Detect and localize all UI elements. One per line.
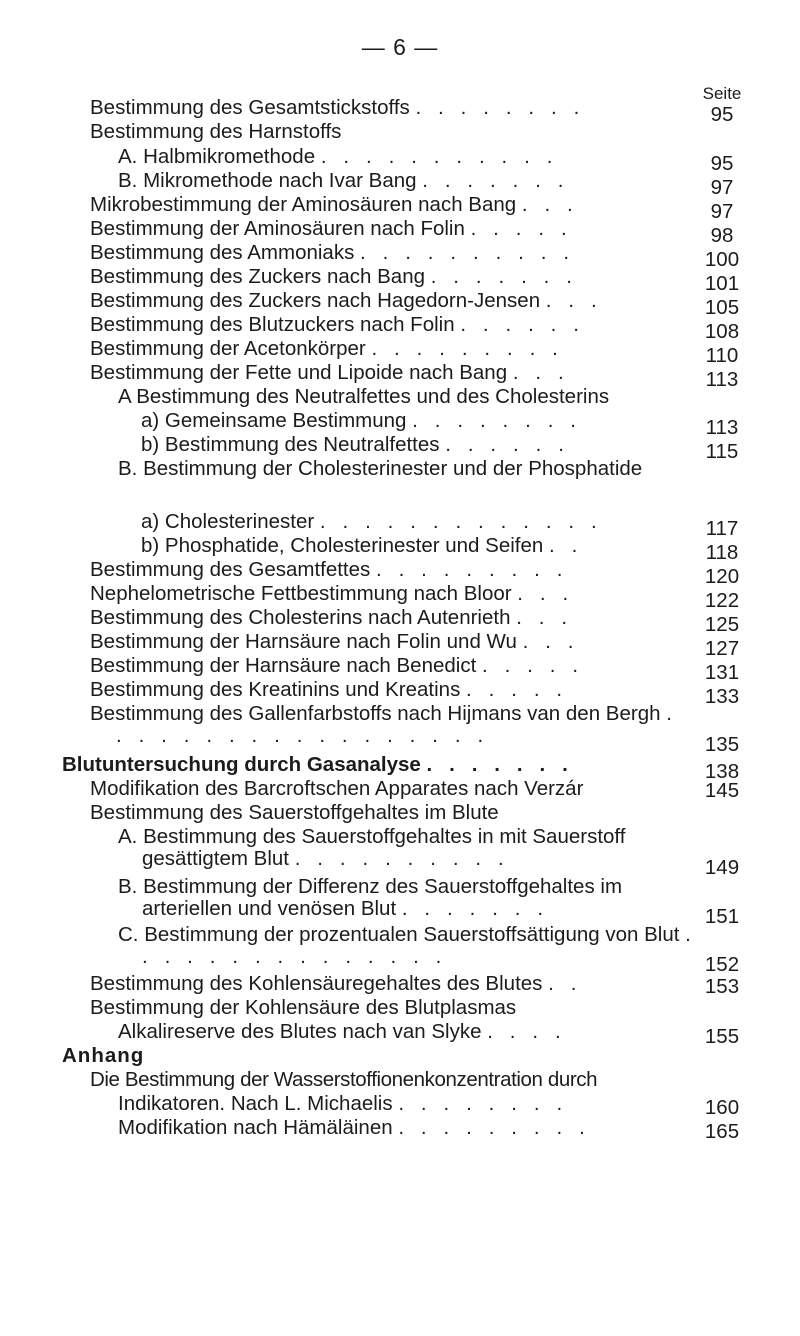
toc-entry-title: Bestimmung des Kohlensäuregehaltes des Blutes (90, 972, 543, 995)
toc-entry-page: 151 (704, 905, 740, 928)
toc-entry (90, 679, 568, 701)
toc-entry (118, 1117, 590, 1139)
toc-entry-leader: . . (548, 972, 583, 995)
toc-entry-leader: . . . (516, 606, 573, 629)
toc-entry-title: B. Bestimmung der Differenz des Sauerstoffgehaltes im arteriellen und venösen Blut (118, 875, 623, 920)
toc-entry-page: 95 (710, 152, 734, 175)
toc-entry (118, 458, 722, 480)
toc-entry-leader: . . . . . . . . . (398, 1116, 591, 1139)
toc-entry-leader: . . . . . . (460, 313, 585, 336)
toc-entry-page: 105 (704, 296, 740, 319)
toc-entry-title: Nephelometrische Fettbestimmung nach Bloor (90, 582, 512, 605)
toc-entry-page: 97 (710, 200, 734, 223)
toc-entry-title: a) Gemeinsame Bestimmung (141, 409, 407, 432)
toc-entry-page: 122 (704, 589, 740, 612)
toc-entry-title: Bestimmung des Blutzuckers nach Folin (90, 313, 455, 336)
toc-entry-page: 98 (710, 224, 734, 247)
toc-entry (90, 314, 585, 336)
toc-entry-title: B. Mikromethode nach Ivar Bang (118, 169, 417, 192)
toc-entry-title: Bestimmung des Gesamtstickstoffs (90, 96, 410, 119)
toc-entry (90, 218, 572, 240)
toc-entry-leader: . . (549, 534, 583, 557)
toc-entry-page: 118 (705, 541, 739, 564)
toc-entry (118, 924, 702, 968)
toc-entry (141, 434, 570, 456)
toc-entry-title: Bestimmung des Gallenfarbstoffs nach Hijmans van den Bergh (90, 702, 661, 725)
toc-entry-leader: . . . . . (482, 654, 584, 677)
toc-entry-leader: . . . . . . . . . . . . . (319, 510, 603, 533)
toc-entry-page: 152 (704, 953, 740, 976)
toc-entry-title: Indikatoren. Nach L. Michaelis (118, 1092, 393, 1115)
toc-entry-leader: . . . (522, 630, 580, 653)
toc-entry (118, 876, 697, 920)
toc-entry (90, 97, 585, 119)
toc-entry-leader: . . . . . . . . . . . . . . . (142, 923, 697, 968)
toc-entry (90, 1069, 597, 1091)
toc-entry (90, 973, 582, 995)
toc-entry-page: 131 (704, 661, 740, 684)
toc-entry-title: C. Bestimmung der prozentualen Sauerstoffsättigung von Blut (118, 923, 680, 946)
toc-entry-page: 113 (705, 368, 739, 391)
toc-entry-leader: . . . . . . . (401, 897, 549, 920)
toc-entry-page: 165 (704, 1120, 740, 1143)
toc-entry (90, 121, 341, 143)
toc-entry-page: 108 (704, 320, 740, 343)
toc-entry-leader: . . . . . . . (426, 753, 574, 776)
toc-entry-title: Blutuntersuchung durch Gasanalyse (62, 753, 421, 776)
toc-entry-page: 145 (704, 779, 740, 802)
toc-entry (90, 778, 583, 800)
toc-entry-title: A. Halbmikromethode (118, 145, 316, 168)
column-header-seite: Seite (702, 84, 742, 103)
toc-entry-leader: . . . . . . . . (415, 96, 585, 119)
toc-entry (118, 386, 609, 408)
toc-entry (90, 802, 499, 824)
toc-entry-page: 113 (705, 416, 739, 439)
toc-entry-page: 153 (704, 975, 740, 998)
toc-entry-page: 138 (704, 760, 740, 783)
page-number: — 6 — (361, 34, 439, 60)
toc-entry-title: Anhang (62, 1044, 145, 1067)
toc-entry (118, 1021, 566, 1043)
toc-entry-page: 115 (705, 440, 739, 463)
toc-entry-leader: . . . . . . . . . . (294, 847, 510, 870)
toc-entry (90, 242, 575, 264)
toc-entry-title: B. Bestimmung der Cholesterinester und der Phosphatide (118, 457, 643, 480)
toc-entry-page: 101 (704, 272, 740, 295)
toc-entry-leader: . . . . . (466, 678, 568, 701)
toc-entry (118, 170, 569, 192)
toc-entry-leader: . . . . . . . . (412, 409, 582, 432)
toc-entry-page: 155 (704, 1025, 740, 1048)
toc-entry (90, 655, 584, 677)
toc-entry-title: Alkalireserve des Blutes nach van Slyke (118, 1020, 482, 1043)
toc-entry (90, 997, 516, 1019)
toc-entry-page: 97 (710, 176, 734, 199)
toc-entry-title: Bestimmung des Zuckers nach Bang (90, 265, 425, 288)
toc-entry-leader: . . . (512, 361, 570, 384)
toc-entry-title: Mikrobestimmung der Aminosäuren nach Bang (90, 193, 517, 216)
toc-entry-leader: . . . . . . . (422, 169, 570, 192)
toc-entry-page: 125 (704, 613, 740, 636)
toc-entry-title: Bestimmung der Harnsäure nach Folin und Wu (90, 630, 517, 653)
toc-entry-title: Die Bestimmung der Wasserstoffionenkonzentration durch (90, 1068, 598, 1091)
toc-entry-title: Bestimmung des Kreatinins und Kreatins (90, 678, 461, 701)
toc-entry (90, 703, 686, 747)
toc-entry-page: 110 (705, 344, 739, 367)
toc-entry-title: Modifikation des Barcroftschen Apparates nach Verzár (90, 777, 584, 800)
toc-entry-page: 149 (704, 856, 740, 879)
toc-section-heading (62, 754, 573, 776)
toc-entry-leader: . . . . . . (445, 433, 570, 456)
toc-entry-page: 133 (704, 685, 740, 708)
toc-entry-page: 120 (704, 565, 740, 588)
toc-entry-title: Bestimmung der Fette und Lipoide nach Bang (90, 361, 508, 384)
toc-entry-title: A Bestimmung des Neutralfettes und des Cholesterins (118, 385, 610, 408)
toc-entry-title: Bestimmung des Zuckers nach Hagedorn-Jensen (90, 289, 541, 312)
toc-entry-title: b) Phosphatide, Cholesterinester und Seifen (141, 534, 544, 557)
toc-entry (90, 583, 574, 605)
toc-entry-page: 160 (704, 1096, 740, 1119)
toc-entry (90, 631, 579, 653)
toc-entry-title: Bestimmung des Harnstoffs (90, 120, 342, 143)
toc-entry (90, 338, 563, 360)
toc-entry-page: 117 (705, 517, 739, 540)
toc-entry (118, 1093, 568, 1115)
toc-entry-title: Bestimmung der Harnsäure nach Benedict (90, 654, 477, 677)
toc-entry-leader: . . . . . . . . . (376, 558, 569, 581)
toc-entry-leader: . . . . (487, 1020, 567, 1043)
toc-entry-title: Bestimmung des Ammoniaks (90, 241, 355, 264)
toc-entry (141, 410, 582, 432)
toc-entry-leader: . . . . . . . . . . . . . . . . . . (116, 702, 678, 747)
toc-entry-page: 127 (704, 637, 740, 660)
toc-entry-title: A. Bestimmung des Sauerstoffgehaltes in mit Sauerstoff gesättigtem Blut (118, 825, 626, 870)
toc-entry-title: Bestimmung des Sauerstoffgehaltes im Blute (90, 801, 499, 824)
toc-entry (90, 607, 573, 629)
toc-entry (90, 194, 578, 216)
toc-entry-title: Bestimmung der Aminosäuren nach Folin (90, 217, 465, 240)
toc-entry-leader: . . . . . . . (430, 265, 578, 288)
toc-entry-title: Bestimmung des Gesamtfettes (90, 558, 371, 581)
toc-entry (90, 362, 569, 384)
toc-entry (90, 290, 602, 312)
toc-entry (118, 826, 692, 870)
toc-entry (90, 266, 578, 288)
toc-entry-leader: . . . . . (470, 217, 573, 240)
toc-entry (118, 146, 558, 168)
toc-entry-leader: . . . (521, 193, 579, 216)
toc-entry-title: b) Bestimmung des Neutralfettes (141, 433, 440, 456)
toc-entry-page: 135 (704, 733, 740, 756)
toc-entry-leader: . . . . . . . . . . . (320, 145, 559, 168)
toc-entry (141, 511, 602, 533)
toc-entry-leader: . . . (517, 582, 574, 605)
toc-entry-title: Bestimmung des Cholesterins nach Autenrieth (90, 606, 511, 629)
toc-entry-leader: . . . (545, 289, 603, 312)
toc-entry-leader: . . . . . . . . (398, 1092, 568, 1115)
toc-entry-page: 95 (710, 103, 734, 126)
toc-entry-page: 100 (704, 248, 740, 271)
toc-section-heading (62, 1045, 144, 1067)
toc-entry-leader: . . . . . . . . . . (360, 241, 575, 264)
toc-entry-title: Bestimmung der Kohlensäure des Blutplasmas (90, 996, 517, 1019)
toc-entry-title: Bestimmung der Acetonkörper (90, 337, 366, 360)
toc-entry-leader: . . . . . . . . . (371, 337, 564, 360)
toc-entry-title: a) Cholesterinester (141, 510, 315, 533)
toc-entry (90, 559, 568, 581)
toc-entry (141, 535, 583, 557)
toc-entry-title: Modifikation nach Hämäläinen (118, 1116, 393, 1139)
